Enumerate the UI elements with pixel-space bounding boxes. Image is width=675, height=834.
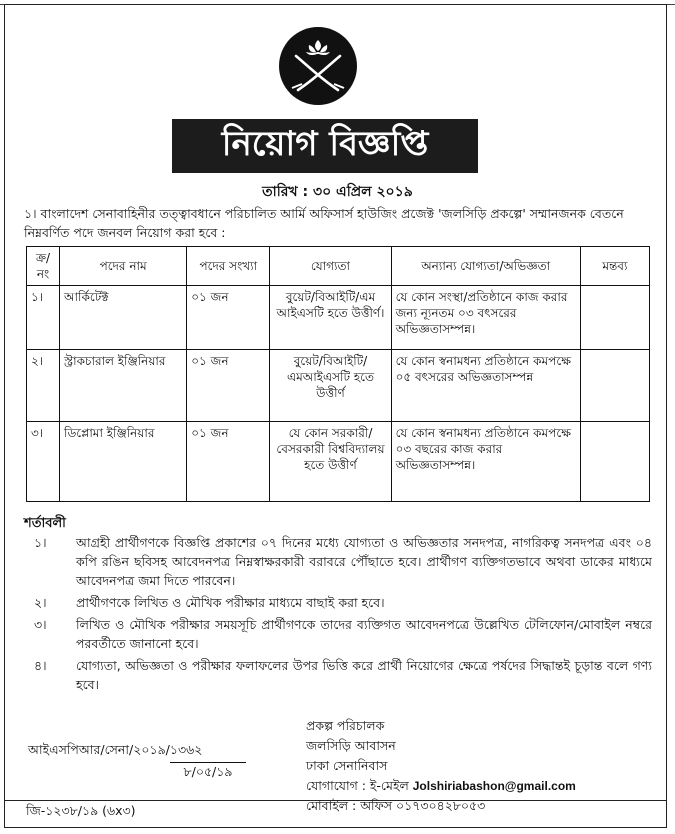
row-post-name: স্ট্রাকচারাল ইঞ্জিনিয়ার xyxy=(60,350,187,422)
row-qualification: বুয়েট/বিআইটি/এম আইএসটি হতে উত্তীর্ণ। xyxy=(270,286,391,350)
row-remarks xyxy=(580,286,649,350)
g-code: জি-১২৩৮/১৯ (৬x৩) xyxy=(26,803,136,818)
issuer-block xyxy=(306,716,576,816)
term-number: ২। xyxy=(34,595,47,610)
vacancy-table xyxy=(26,246,650,502)
term-number: ৪। xyxy=(34,658,47,673)
email-link[interactable]: Jolshiriabashon@gmail.com xyxy=(412,779,576,793)
table-row xyxy=(27,350,650,422)
memo-date: ৮/০৫/১৯ xyxy=(170,762,246,784)
term-text: যোগ্যতা, অভিজ্ঞতা ও পরীক্ষার ফলাফলের উপর ভিত্তি করে প্রার্থী নিয়োগের ক্ষেত্রে পর্ষদের সিদ্ধান্তই চূড়ান্ত বলে গণ্য হবে। xyxy=(76,658,652,692)
row-post-count: ০১ জন xyxy=(187,350,270,422)
row-remarks xyxy=(580,422,649,502)
list-item xyxy=(24,593,652,612)
row-post-name: ডিপ্লোমা ইঞ্জিনিয়ার xyxy=(60,422,187,502)
row-post-count: ০১ জন xyxy=(187,286,270,350)
row-post-name: আর্কিটেক্ট xyxy=(60,286,187,350)
notice-date: তারিখ : ৩০ এপ্রিল ২০১৯ xyxy=(262,184,413,200)
list-item xyxy=(24,656,652,694)
table-row xyxy=(27,422,650,502)
row-serial: ২। xyxy=(27,350,60,422)
row-serial: ৩। xyxy=(27,422,60,502)
issuer-org: জলসিড়ি আবাসন xyxy=(306,738,396,753)
row-qualification: যে কোন সরকারী/বেসরকারী বিশ্ববিদ্যালয় হতে উত্তীর্ণ xyxy=(270,422,391,502)
list-item xyxy=(24,615,652,653)
row-experience: যে কোন স্বনামধন্য প্রতিষ্ঠানে কমপক্ষে ০৩ বছরের কাজ করার অভিজ্ঞতাসম্পন্ন। xyxy=(391,422,580,502)
contact-label: যোগাযোগ : ই-মেইল xyxy=(306,778,409,793)
notice-title: নিয়োগ বিজ্ঞপ্তি xyxy=(172,119,478,173)
list-item xyxy=(24,533,652,590)
term-number: ১। xyxy=(34,535,47,550)
table-row xyxy=(27,286,650,350)
term-text: আগ্রহী প্রার্থীগণকে বিজ্ঞপ্তি প্রকাশের ০৭ দিনের মধ্যে যোগ্যতা ও অভিজ্ঞতার সনদপত্র, নাগরিকত্ব সনদপত্র এবং ০৪ কপি রঙিন ছবিসহ আবেদনপত্র নিম্নস্বাক্ষরকারী বরাবরে পৌঁছাতে হবে। প্রার্থীগণ ব্যক্তিগতভাবে অথবা ডাকের মাধ্যমে আবেদনপত্র জমা দিতে পারবেন। xyxy=(76,535,652,588)
row-experience: যে কোন সংস্থা/প্রতিষ্ঠানে কাজ করার জন্য ন্যূনতম ০৩ বৎসরের অভিজ্ঞতাসম্পন্ন। xyxy=(391,286,580,350)
col-post-name: পদের নাম xyxy=(60,247,187,286)
row-serial: ১। xyxy=(27,286,60,350)
issuer-place: ঢাকা সেনানিবাস xyxy=(306,758,388,773)
issuer-title: প্রকল্প পরিচালক xyxy=(306,718,385,733)
mobile-line: মোবাইল : অফিস ০১৭৩০৪২৮০৫৩ xyxy=(306,798,486,813)
col-post-count: পদের সংখ্যা xyxy=(187,247,270,286)
contact-line xyxy=(306,776,576,796)
term-number: ৩। xyxy=(34,617,47,632)
row-experience: যে কোন স্বনামধন্য প্রতিষ্ঠানে কমপক্ষে ০৫ বৎসরের অভিজ্ঞতাসম্পন্ন xyxy=(391,350,580,422)
col-remarks: মন্তব্য xyxy=(580,247,649,286)
term-text: লিখিত ও মৌখিক পরীক্ষার সময়সূচি প্রার্থীগণকে তাদের ব্যক্তিগত আবেদনপত্রে উল্লেখিত টেলিফোন/মোবাইল নম্বরে পরবর্তীতে জানানো হবে। xyxy=(76,617,652,651)
terms-list xyxy=(24,533,652,697)
col-qualification: যোগ্যতা xyxy=(270,247,391,286)
terms-heading: শর্তাবলী xyxy=(24,516,66,531)
col-experience: অন্যান্য যোগ্যতা/অভিজ্ঞতা xyxy=(391,247,580,286)
memo-number: আইএসপিআর/সেনা/২০১৯/১৩৬২ xyxy=(28,742,203,757)
col-serial: ক্র/ নং xyxy=(27,247,60,286)
row-remarks xyxy=(580,350,649,422)
army-emblem-icon xyxy=(278,26,358,106)
table-header-row xyxy=(27,247,650,286)
row-qualification: বুয়েট/বিআইটি/ এমআইএসটি হতে উত্তীর্ণ xyxy=(270,350,391,422)
bottom-divider xyxy=(4,800,667,801)
term-text: প্রার্থীগণকে লিখিত ও মৌখিক পরীক্ষার মাধ্যমে বাছাই করা হবে। xyxy=(76,595,385,610)
row-post-count: ০১ জন xyxy=(187,422,270,502)
intro-paragraph: ১। বাংলাদেশ সেনাবাহিনীর তত্ত্বাবধানে পরিচালিত আর্মি অফিসার্স হাউজিং প্রজেক্ট 'জলসিড়ি প্রকল্পে' সম্মানজনক বেতনে নিম্নবর্ণিত পদে জনবল নিয়োগ করা হবে : xyxy=(24,206,624,240)
